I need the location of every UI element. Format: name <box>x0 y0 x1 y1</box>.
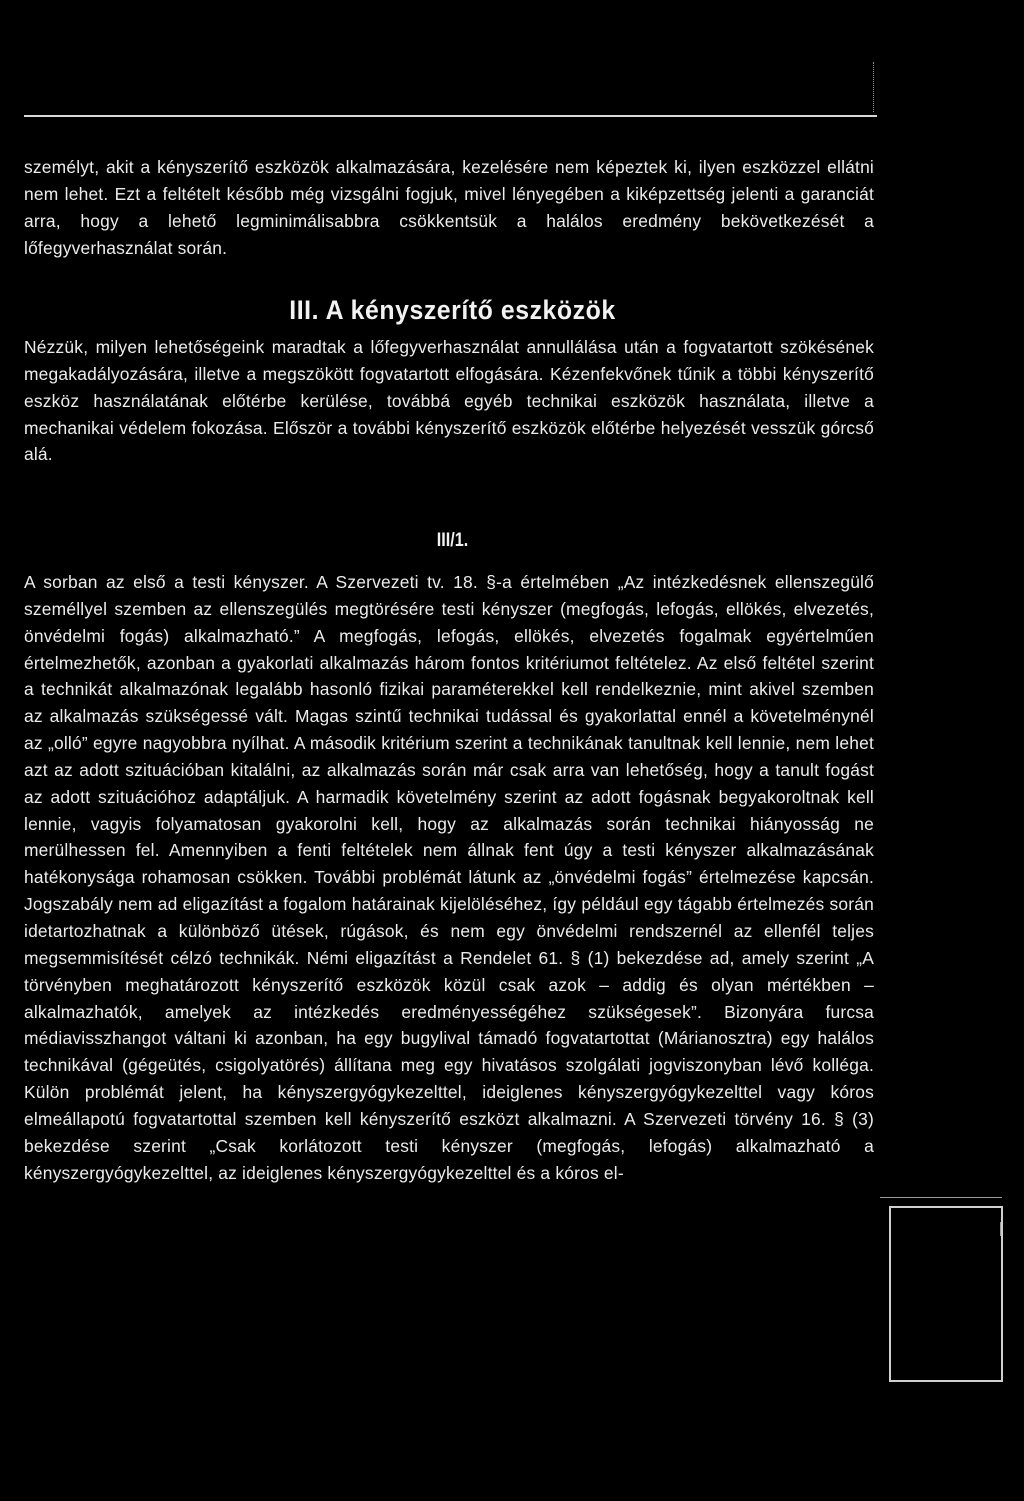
paragraph-continuation: személyt, akit a kényszerítő eszközök alkalmazására, kezelésére nem képeztek ki, ilyen eszközzel ellátni nem lehet. Ezt a feltételt később még vizsgálni fogjuk, mivel lényegében a kiképzettség jelenti a garanciát arra, hogy a lehető legminimálisabbra csökkentsük a halálos eredmény bekövetkezését a lőfegyverhasználat során. <box>24 157 874 258</box>
side-box-top-line <box>880 1197 1002 1198</box>
side-margin-box <box>889 1206 1003 1382</box>
header-rule <box>24 115 877 117</box>
margin-mark <box>873 62 875 112</box>
side-box-tick <box>1000 1222 1001 1236</box>
section-heading: III. A kényszerítő eszközök <box>289 295 616 325</box>
subsection-body-paragraph: A sorban az első a testi kényszer. A Szervezeti tv. 18. §-a értelmében „Az intézkedésnek ellenszegülő személlyel szemben az ellenszegülés megtörésére testi kényszer (megfogás, lefogás, ellökés, elvezetés, önvédelmi fogás) alkalmazható.” A megfogás, lefogás, ellökés, elvezetés fogalmak egyértelműen értelmezhetők, azonban a gyakorlati alkalmazás három fontos kritériumot feltételez. Az első feltétel szerint a technikát alkalmazónak legalább hasonló fizikai paraméterekkel kell rendelkeznie, mint akivel szemben az alkalmazás szükségessé vált. Magas szintű technikai tudással és gyakorlattal ennél a követelménynél az „olló” egyre nagyobbra nyílhat. A második kritérium szerint a technikának tanultnak kell lennie, nem lehet azt az adott szituációban kitalálni, az alkalmazás során már csak arra van lehetőség, hogy a tanult fogást az adott szituációhoz adaptáljuk. A harmadik követelmény szerint az adott fogásnak begyakoroltnak kell lennie, vagyis folyamatosan gyakorolni kell, hogy az alkalmazás során technikai hiányosság ne merülhessen fel. Amennyiben a fenti feltételek nem állnak fent úgy a testi kényszer alkalmazásának hatékonysága rohamosan csökken. További problémát látunk az „önvédelmi fogás” értelmezése kapcsán. Jogszabály nem ad eligazítást a fogalom határainak kijelöléséhez, így például egy tágabb értelmezés során idetartozhatnak a különböző ütések, rúgások, és nem egy önvédelmi rendszernél az ellenfél teljes megsemmisítését célzó technikák. Némi eligazítást a Rendelet 61. § (1) bekezdése ad, amely szerint „A törvényben meghatározott kényszerítő eszközök közül csak azok – addig és olyan mértékben – alkalmazhatók, amelyek az intézkedés eredményességéhez szükségesek”. Bizonyára furcsa médiavisszhangot váltani ki azonban, ha egy bugylival támadó fogvatartottat (Márianosztra) egy halálos technikával (gégeütés, csigolyatörés) állítana meg egy hivatásos szolgálati jogviszonyban lévő kolléga. Külön problémát jelent, ha kényszergyógykezelttel, ideiglenes kényszergyógykezelttel vagy kóros elmeállapotú fogvatartottal szemben kell kényszerítő eszközt alkalmazni. A Szervezeti törvény 16. § (3) bekezdése szerint „Csak korlátozott testi kényszer (megfogás, lefogás) alkalmazható a kényszergyógykezelttel, az ideiglenes kényszergyógykezelttel és a kóros el- <box>24 572 874 1183</box>
section-intro-paragraph: Nézzük, milyen lehetőségeink maradtak a lőfegyverhasználat annullálása után a fogvatartott szökésének megakadályozására, illetve a megszökött fogvatartott elfogására. Kézenfekvőnek tűnik a többi kényszerítő eszköz használatának előtérbe kerülése, továbbá egyéb technikai eszközök használata, illetve a mechanikai védelem fokozása. Először a további kényszerítő eszközök előtérbe helyezését vesszük górcső alá. <box>24 337 874 465</box>
subsection-heading: III/1. <box>436 530 469 551</box>
